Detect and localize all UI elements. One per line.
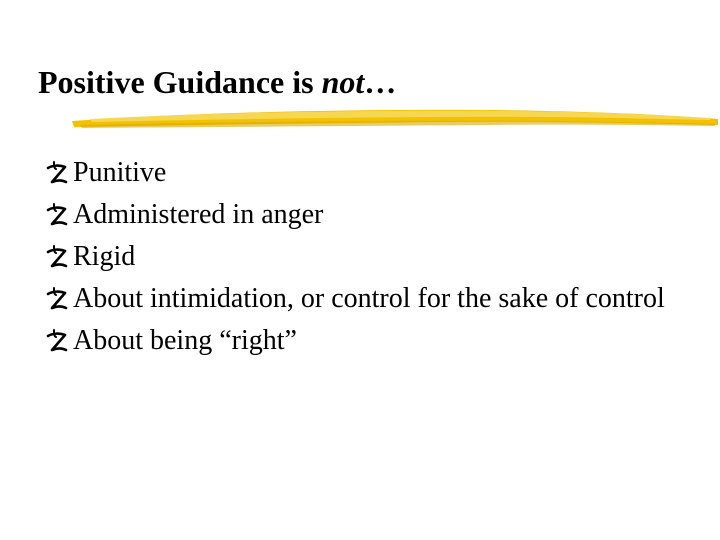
title-main-text: Positive Guidance is: [38, 64, 322, 100]
bullet-text: Rigid: [73, 241, 136, 272]
list-item: [44, 278, 684, 320]
slide-title: [38, 60, 396, 104]
z-bullet-icon: [44, 326, 70, 358]
z-bullet-icon: [44, 158, 70, 190]
bullet-list: [44, 152, 684, 362]
title-underline-decoration: [70, 103, 720, 133]
bullet-text: Punitive: [73, 157, 167, 188]
bullet-text: About intimidation, or control for the sake of control: [73, 283, 665, 314]
z-bullet-icon: [44, 242, 70, 274]
list-item: [44, 194, 684, 236]
bullet-text: Administered in anger: [73, 199, 324, 230]
z-bullet-icon: [44, 200, 70, 232]
z-bullet-icon: [44, 284, 70, 316]
bullet-text: About being “right”: [73, 325, 297, 356]
list-item: [44, 320, 684, 362]
list-item: [44, 236, 684, 278]
title-emphasis-text: not: [321, 64, 365, 100]
title-suffix-text: …: [364, 64, 397, 100]
list-item: [44, 152, 684, 194]
